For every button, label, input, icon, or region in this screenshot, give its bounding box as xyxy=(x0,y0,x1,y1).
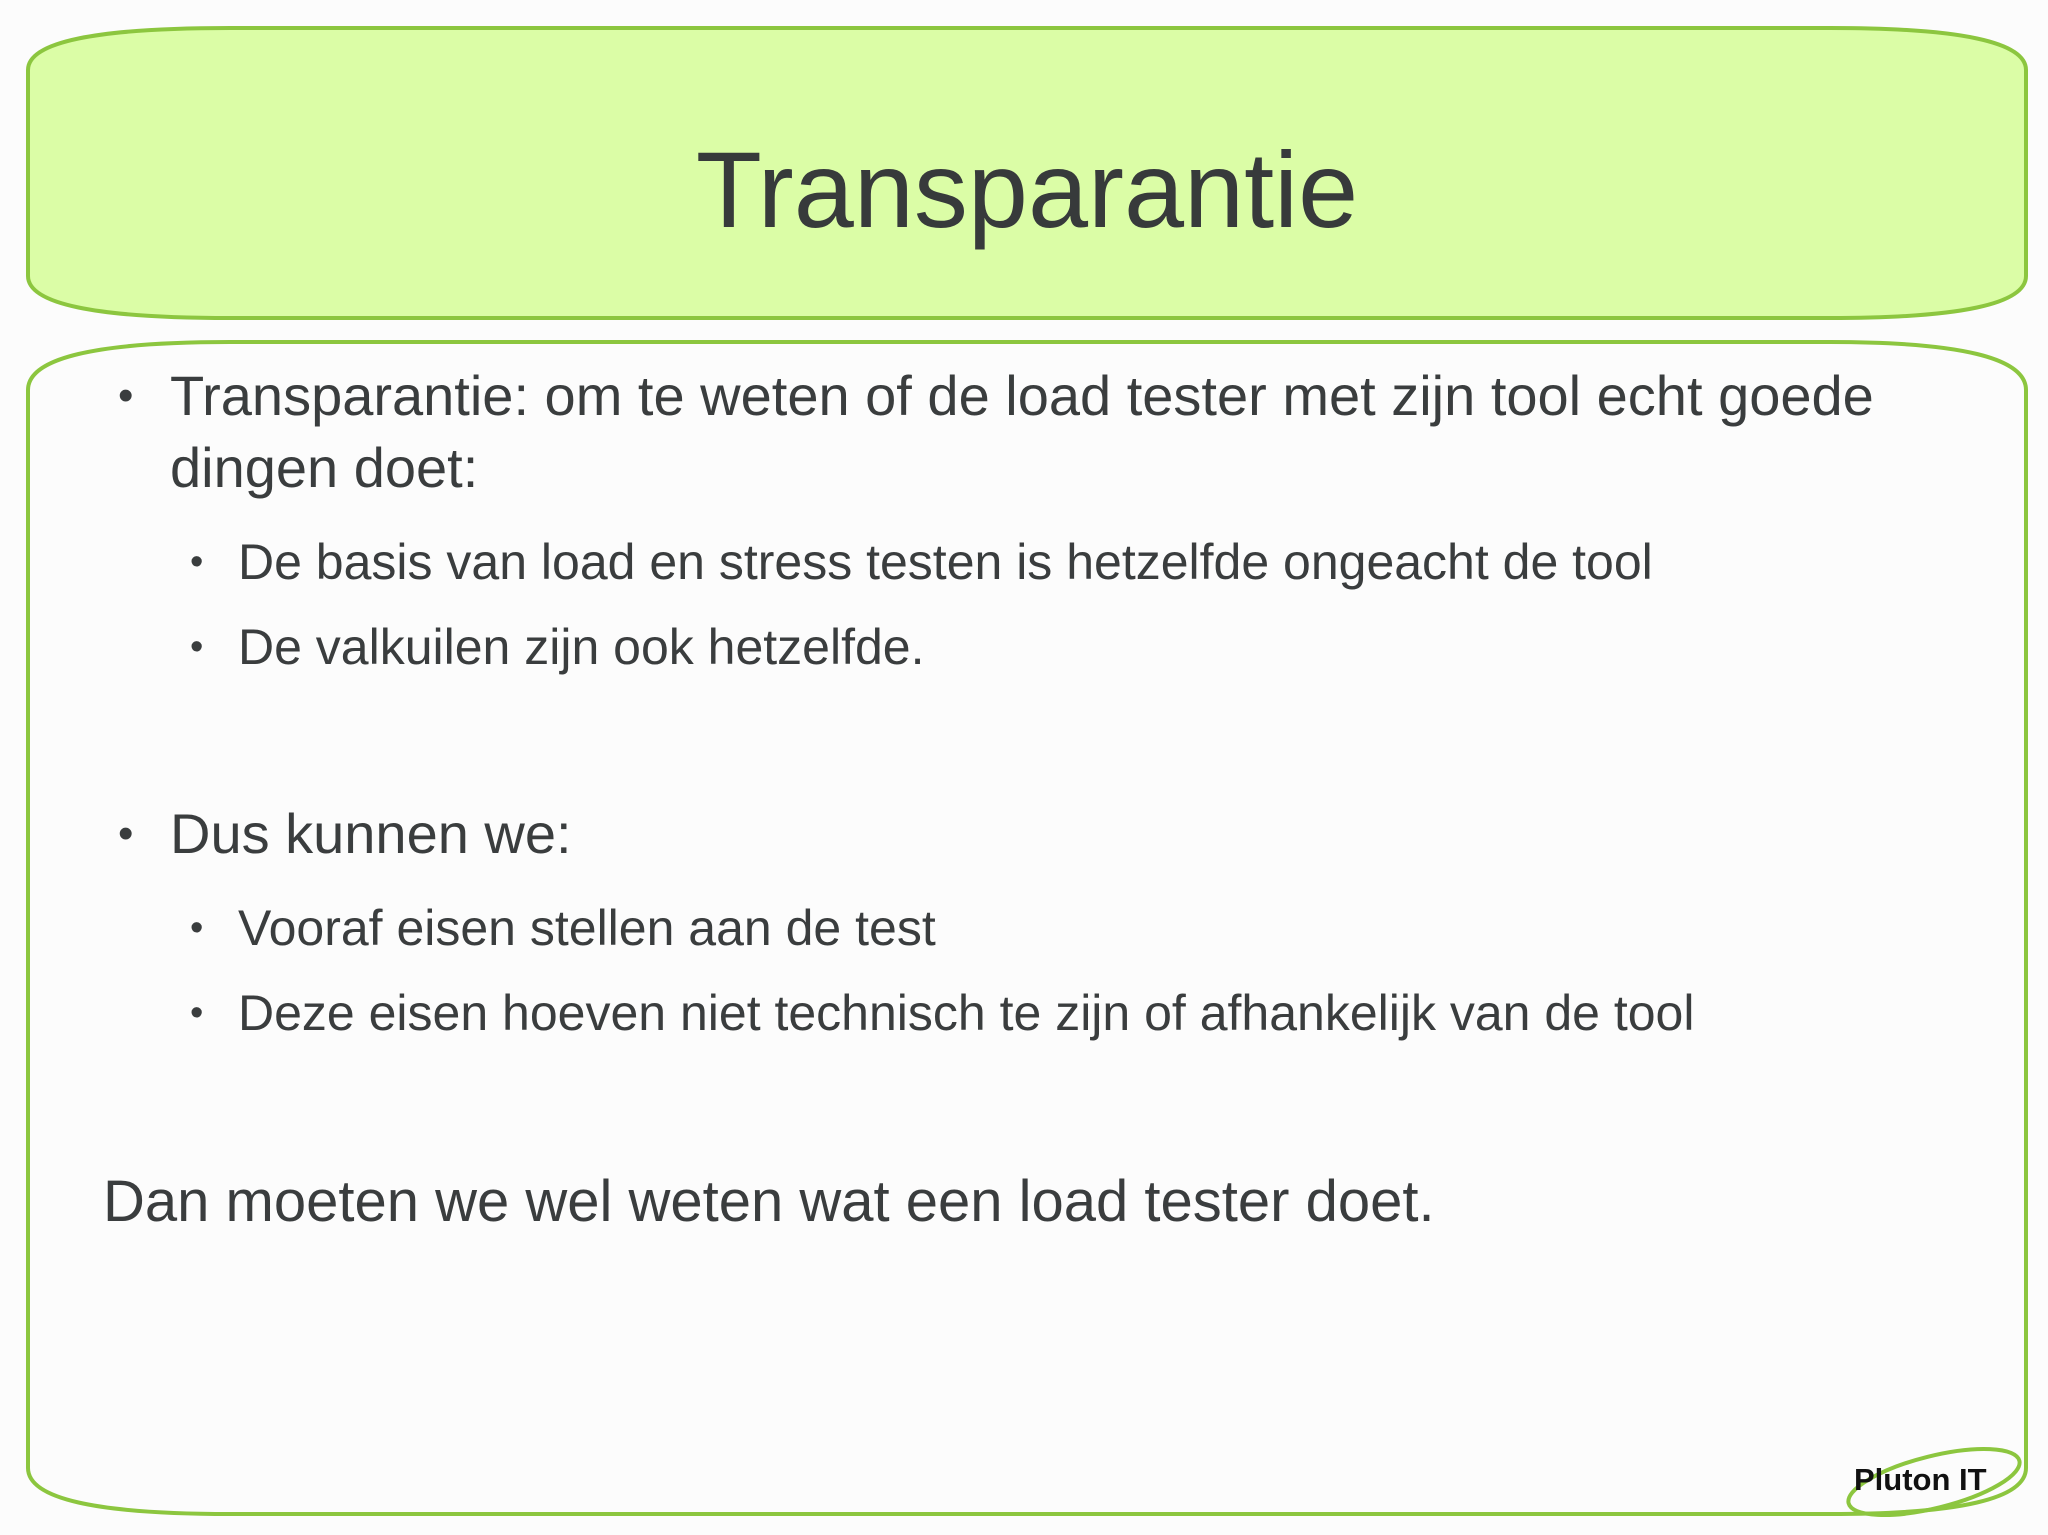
sub-bullet-vooraf: • Vooraf eisen stellen aan de test xyxy=(238,898,1978,958)
slide-title: Transparantie xyxy=(695,129,1359,250)
sub-bullet-valkuilen: • De valkuilen zijn ook hetzelfde. xyxy=(238,617,1978,677)
pluton-it-logo xyxy=(1838,1440,2024,1520)
sub-bullet-deze-eisen: • Deze eisen hoeven niet technisch te zijn of afhankelijk van de tool xyxy=(238,983,1978,1043)
bullet-transparantie: • Transparantie: om te weten of de load tester met zijn tool echt goede dingen doet: xyxy=(170,360,1950,504)
logo-text: Pluton IT xyxy=(1854,1462,1987,1497)
closing-statement: Dan moeten we wel weten wat een load tester doet. xyxy=(103,1169,1435,1234)
bullet-dus-kunnen-we: • Dus kunnen we: xyxy=(170,798,1950,870)
sub-bullet-basis: • De basis van load en stress testen is hetzelfde ongeacht de tool xyxy=(238,532,1978,592)
